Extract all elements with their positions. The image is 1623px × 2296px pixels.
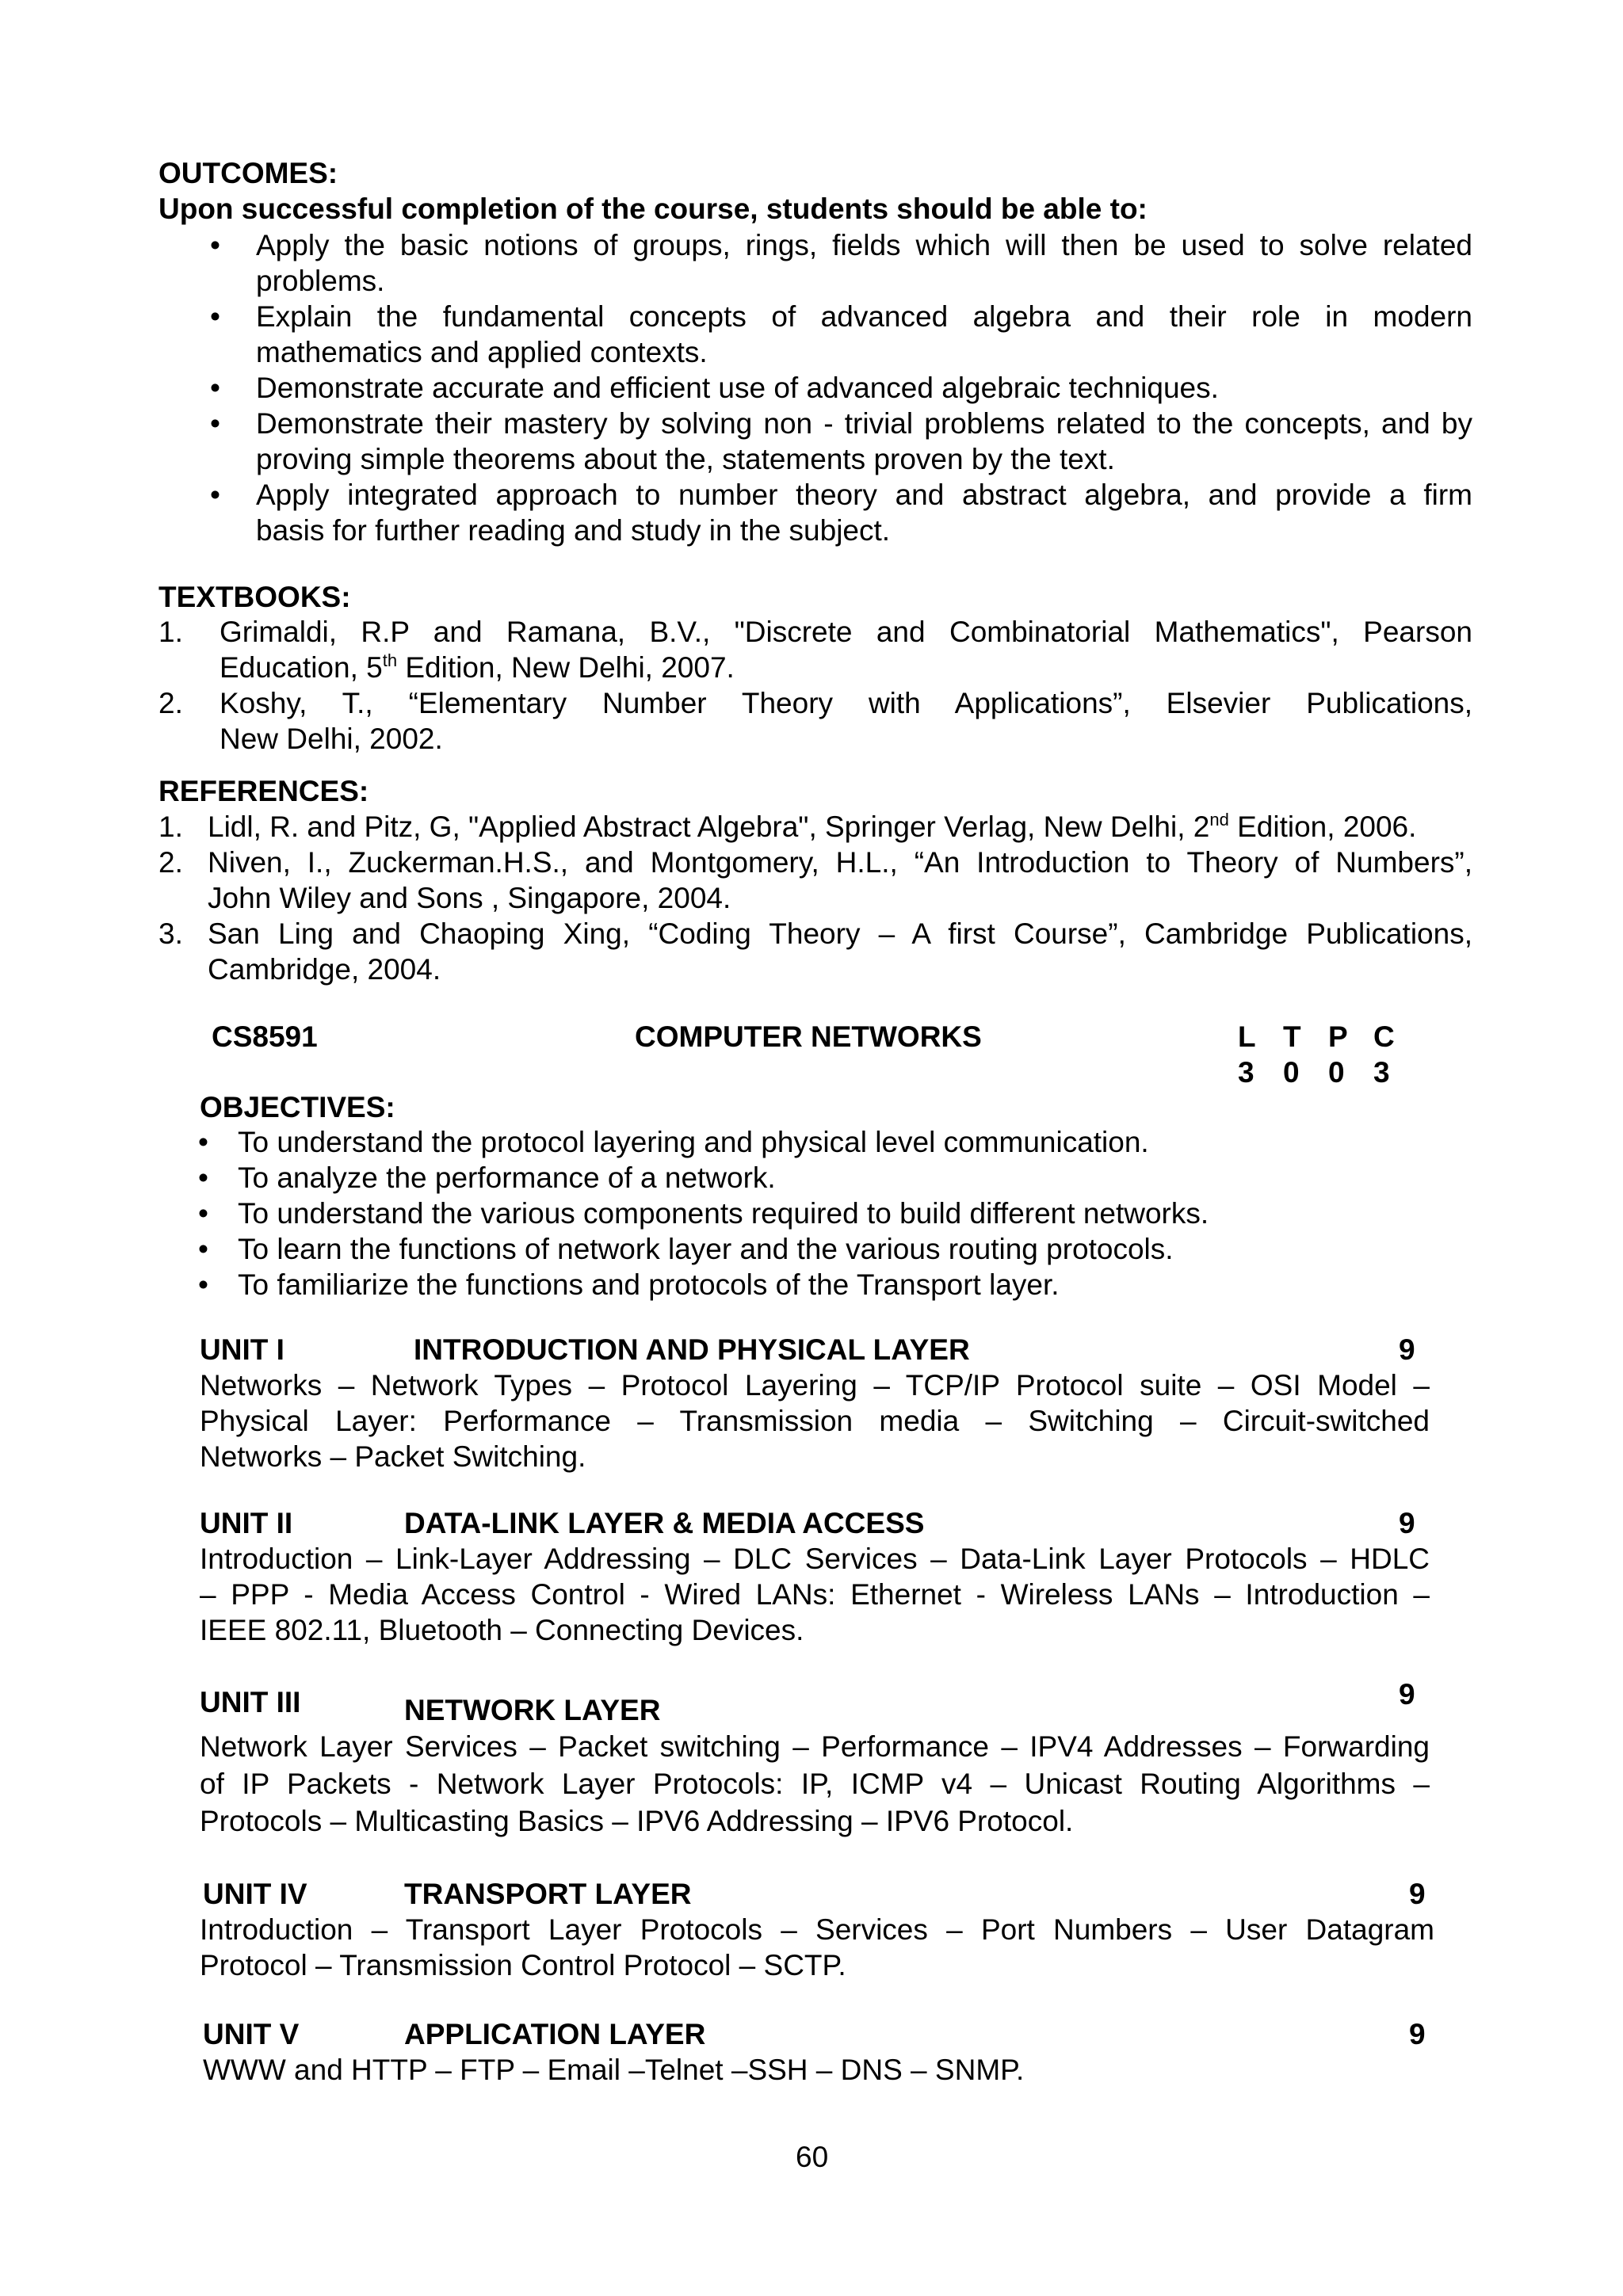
unit-title: INTRODUCTION AND PHYSICAL LAYER <box>414 1333 970 1366</box>
reference-item: 2. Niven, I., Zuckerman.H.S., and Montgomery, H.L., “An Introduction to Theory of Numbers”, John Wiley and Sons , Singapore, 2004. <box>158 846 1472 914</box>
unit-hours: 9 <box>1409 1878 1426 1910</box>
reference-item: 3. San Ling and Chaoping Xing, “Coding Theory – A first Course”, Cambridge Publications, Cambridge, 2004. <box>158 917 1472 986</box>
course-code: CS8591 <box>212 1020 318 1053</box>
unit-syllabus: Introduction – Transport Layer Protocols – Services – Port Numbers – User Datagram Protocol – Transmission Control Protocol – SCTP. <box>200 1913 1434 1981</box>
bullet-icon: • <box>198 1268 208 1301</box>
bullet-icon: • <box>198 1197 208 1230</box>
bullet-icon: • <box>210 372 220 404</box>
outcomes-heading: OUTCOMES: <box>158 157 338 189</box>
bullet-icon: • <box>210 479 220 511</box>
objective-item: • To understand the protocol layering and physical level communication. <box>198 1126 1149 1158</box>
unit-title: DATA-LINK LAYER & MEDIA ACCESS <box>404 1507 925 1539</box>
unit-title: APPLICATION LAYER <box>404 2018 706 2050</box>
textbooks-heading: TEXTBOOKS: <box>158 581 351 613</box>
references-list <box>158 809 1472 987</box>
textbook-item: 1. Grimaldi, R.P and Ramana, B.V., "Discrete and Combinatorial Mathematics", Pearson Education, 5th Edition, New Delhi, 2007. <box>158 616 1472 684</box>
objectives-heading: OBJECTIVES: <box>200 1091 395 1123</box>
textbook-item: 2. Koshy, T., “Elementary Number Theory with Applications”, Elsevier Publications, New Delhi, 2002. <box>158 687 1472 755</box>
outcome-item: • Demonstrate accurate and efficient use of advanced algebraic techniques. <box>210 372 1219 404</box>
page-number: 60 <box>796 2141 829 2173</box>
objective-item: • To familiarize the functions and protocols of the Transport layer. <box>198 1268 1060 1301</box>
outcome-item: • Apply the basic notions of groups, rings, fields which will then be used to solve related problems. <box>210 229 1472 297</box>
unit-syllabus: WWW and HTTP – FTP – Email –Telnet –SSH – DNS – SNMP. <box>203 2054 1025 2086</box>
unit-syllabus: Introduction – Link-Layer Addressing – DLC Services – Data-Link Layer Protocols – HDLC – PPP - Media Access Control - Wired LANs: Ethernet - Wireless LANs – Introduction – IEEE 802.11, Bluetooth – Connecting Devices. <box>200 1543 1430 1646</box>
unit-label: UNIT II <box>200 1507 293 1539</box>
outcome-item: • Demonstrate their mastery by solving non - trivial problems related to the concepts, and by proving simple theorems about the, statements proven by the text. <box>210 407 1472 475</box>
unit-label: UNIT IV <box>203 1878 307 1910</box>
bullet-icon: • <box>198 1161 208 1194</box>
unit-hours: 9 <box>1399 1333 1415 1366</box>
objective-item: • To learn the functions of network layer and the various routing protocols. <box>198 1233 1174 1265</box>
reference-item: 1. Lidl, R. and Pitz, G, "Applied Abstract Algebra", Springer Verlag, New Delhi, 2nd Edition, 2006. <box>158 810 1417 843</box>
outcome-item: • Explain the fundamental concepts of advanced algebra and their role in modern mathematics and applied contexts. <box>210 300 1472 368</box>
objective-item: • To analyze the performance of a network. <box>198 1161 776 1194</box>
unit-label: UNIT I <box>200 1333 285 1366</box>
unit-hours: 9 <box>1399 1507 1415 1539</box>
bullet-icon: • <box>198 1233 208 1265</box>
unit-syllabus: Network Layer Services – Packet switching – Performance – IPV4 Addresses – Forwarding of IP Packets - Network Layer Protocols: IP, ICMP v4 – Unicast Routing Algorithms – Protocols – Multicasting Basics – IPV6 Addressing – IPV6 Protocol. <box>200 1730 1430 1837</box>
unit-label: UNIT III <box>200 1686 301 1718</box>
unit-syllabus: Networks – Network Types – Protocol Layering – TCP/IP Protocol suite – OSI Model – Physical Layer: Performance – Transmission media – Switching – Circuit-switched Networks – Packet Switching. <box>200 1369 1430 1473</box>
unit-hours: 9 <box>1409 2018 1426 2050</box>
references-heading: REFERENCES: <box>158 775 369 807</box>
course-title: COMPUTER NETWORKS <box>635 1020 982 1053</box>
bullet-icon: • <box>210 407 220 440</box>
bullet-icon: • <box>198 1126 208 1158</box>
bullet-icon: • <box>210 300 220 333</box>
outcomes-intro: Upon successful completion of the course, students should be able to: <box>158 193 1148 225</box>
bullet-icon: • <box>210 229 220 261</box>
textbooks-list <box>158 614 1472 757</box>
unit-label: UNIT V <box>203 2018 300 2050</box>
objective-item: • To understand the various components required to build different networks. <box>198 1197 1209 1230</box>
objectives-list <box>198 1124 1426 1302</box>
ltpc-values: 3 0 0 3 <box>1238 1056 1390 1089</box>
unit-title: TRANSPORT LAYER <box>404 1878 692 1910</box>
ltpc-labels: L T P C <box>1238 1020 1395 1053</box>
unit-title: NETWORK LAYER <box>404 1694 661 1726</box>
outcome-item: • Apply integrated approach to number theory and abstract algebra, and provide a firm basis for further reading and study in the subject. <box>210 479 1472 547</box>
unit-hours: 9 <box>1399 1678 1415 1711</box>
outcomes-list <box>210 227 1472 548</box>
